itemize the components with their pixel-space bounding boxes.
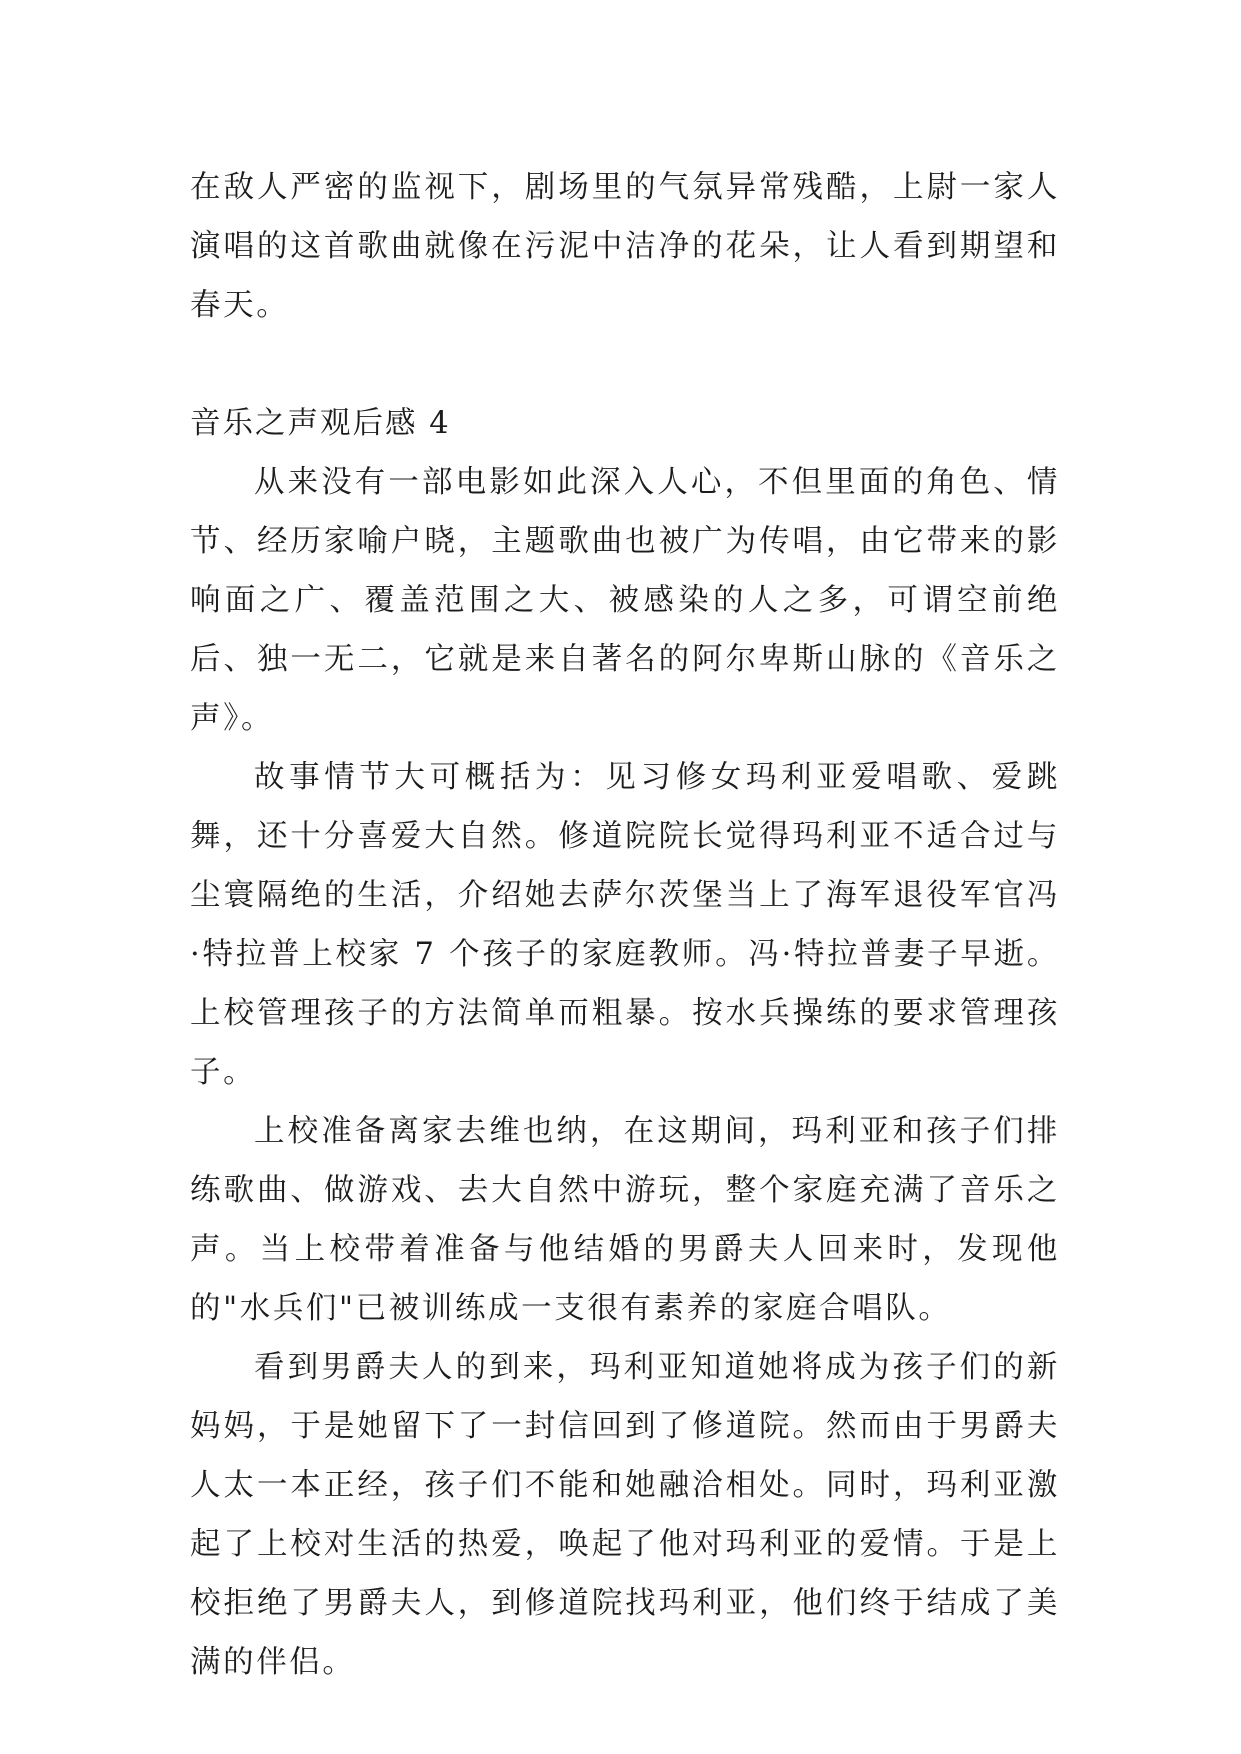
body-paragraph: 故事情节大可概括为：见习修女玛利亚爱唱歌、爱跳舞，还十分喜爱大自然。修道院院长觉得玛利亚不适合过与尘寰隔绝的生活，介绍她去萨尔茨堡当上了海军退役军官冯·特拉普上校家 7 个孩子的家庭教师。冯·特拉普妻子早逝。上校管理孩子的方法简单而粗暴。按水兵操练的要求管理孩子。 [190,760,1060,1090]
section-title: 音乐之声观后感 4 [190,406,451,441]
body-paragraph: 从来没有一部电影如此深入人心，不但里面的角色、情节、经历家喻户晓，主题歌曲也被广为传唱，由它带来的影响面之广、覆盖范围之大、被感染的人之多，可谓空前绝后、独一无二，它就是来自著名的阿尔卑斯山脉的《音乐之声》。 [190,465,1060,736]
intro-paragraph: 在敌人严密的监视下，剧场里的气氛异常残酷，上尉一家人演唱的这首歌曲就像在污泥中洁净的花朵，让人看到期望和春天。 [190,170,1060,323]
body-paragraph: 看到男爵夫人的到来，玛利亚知道她将成为孩子们的新妈妈，于是她留下了一封信回到了修道院。然而由于男爵夫人太一本正经，孩子们不能和她融洽相处。同时，玛利亚激起了上校对生活的热爱，唤起了他对玛利亚的爱情。于是上校拒绝了男爵夫人，到修道院找玛利亚，他们终于结成了美满的伴侣。 [190,1350,1060,1680]
document-body [190,158,1060,1692]
section-spacer [190,335,1060,394]
body-paragraph: 上校准备离家去维也纳，在这期间，玛利亚和孩子们排练歌曲、做游戏、去大自然中游玩，整个家庭充满了音乐之声。当上校带着准备与他结婚的男爵夫人回来时，发现他的"水兵们"已被训练成一支很有素养的家庭合唱队。 [190,1114,1060,1326]
